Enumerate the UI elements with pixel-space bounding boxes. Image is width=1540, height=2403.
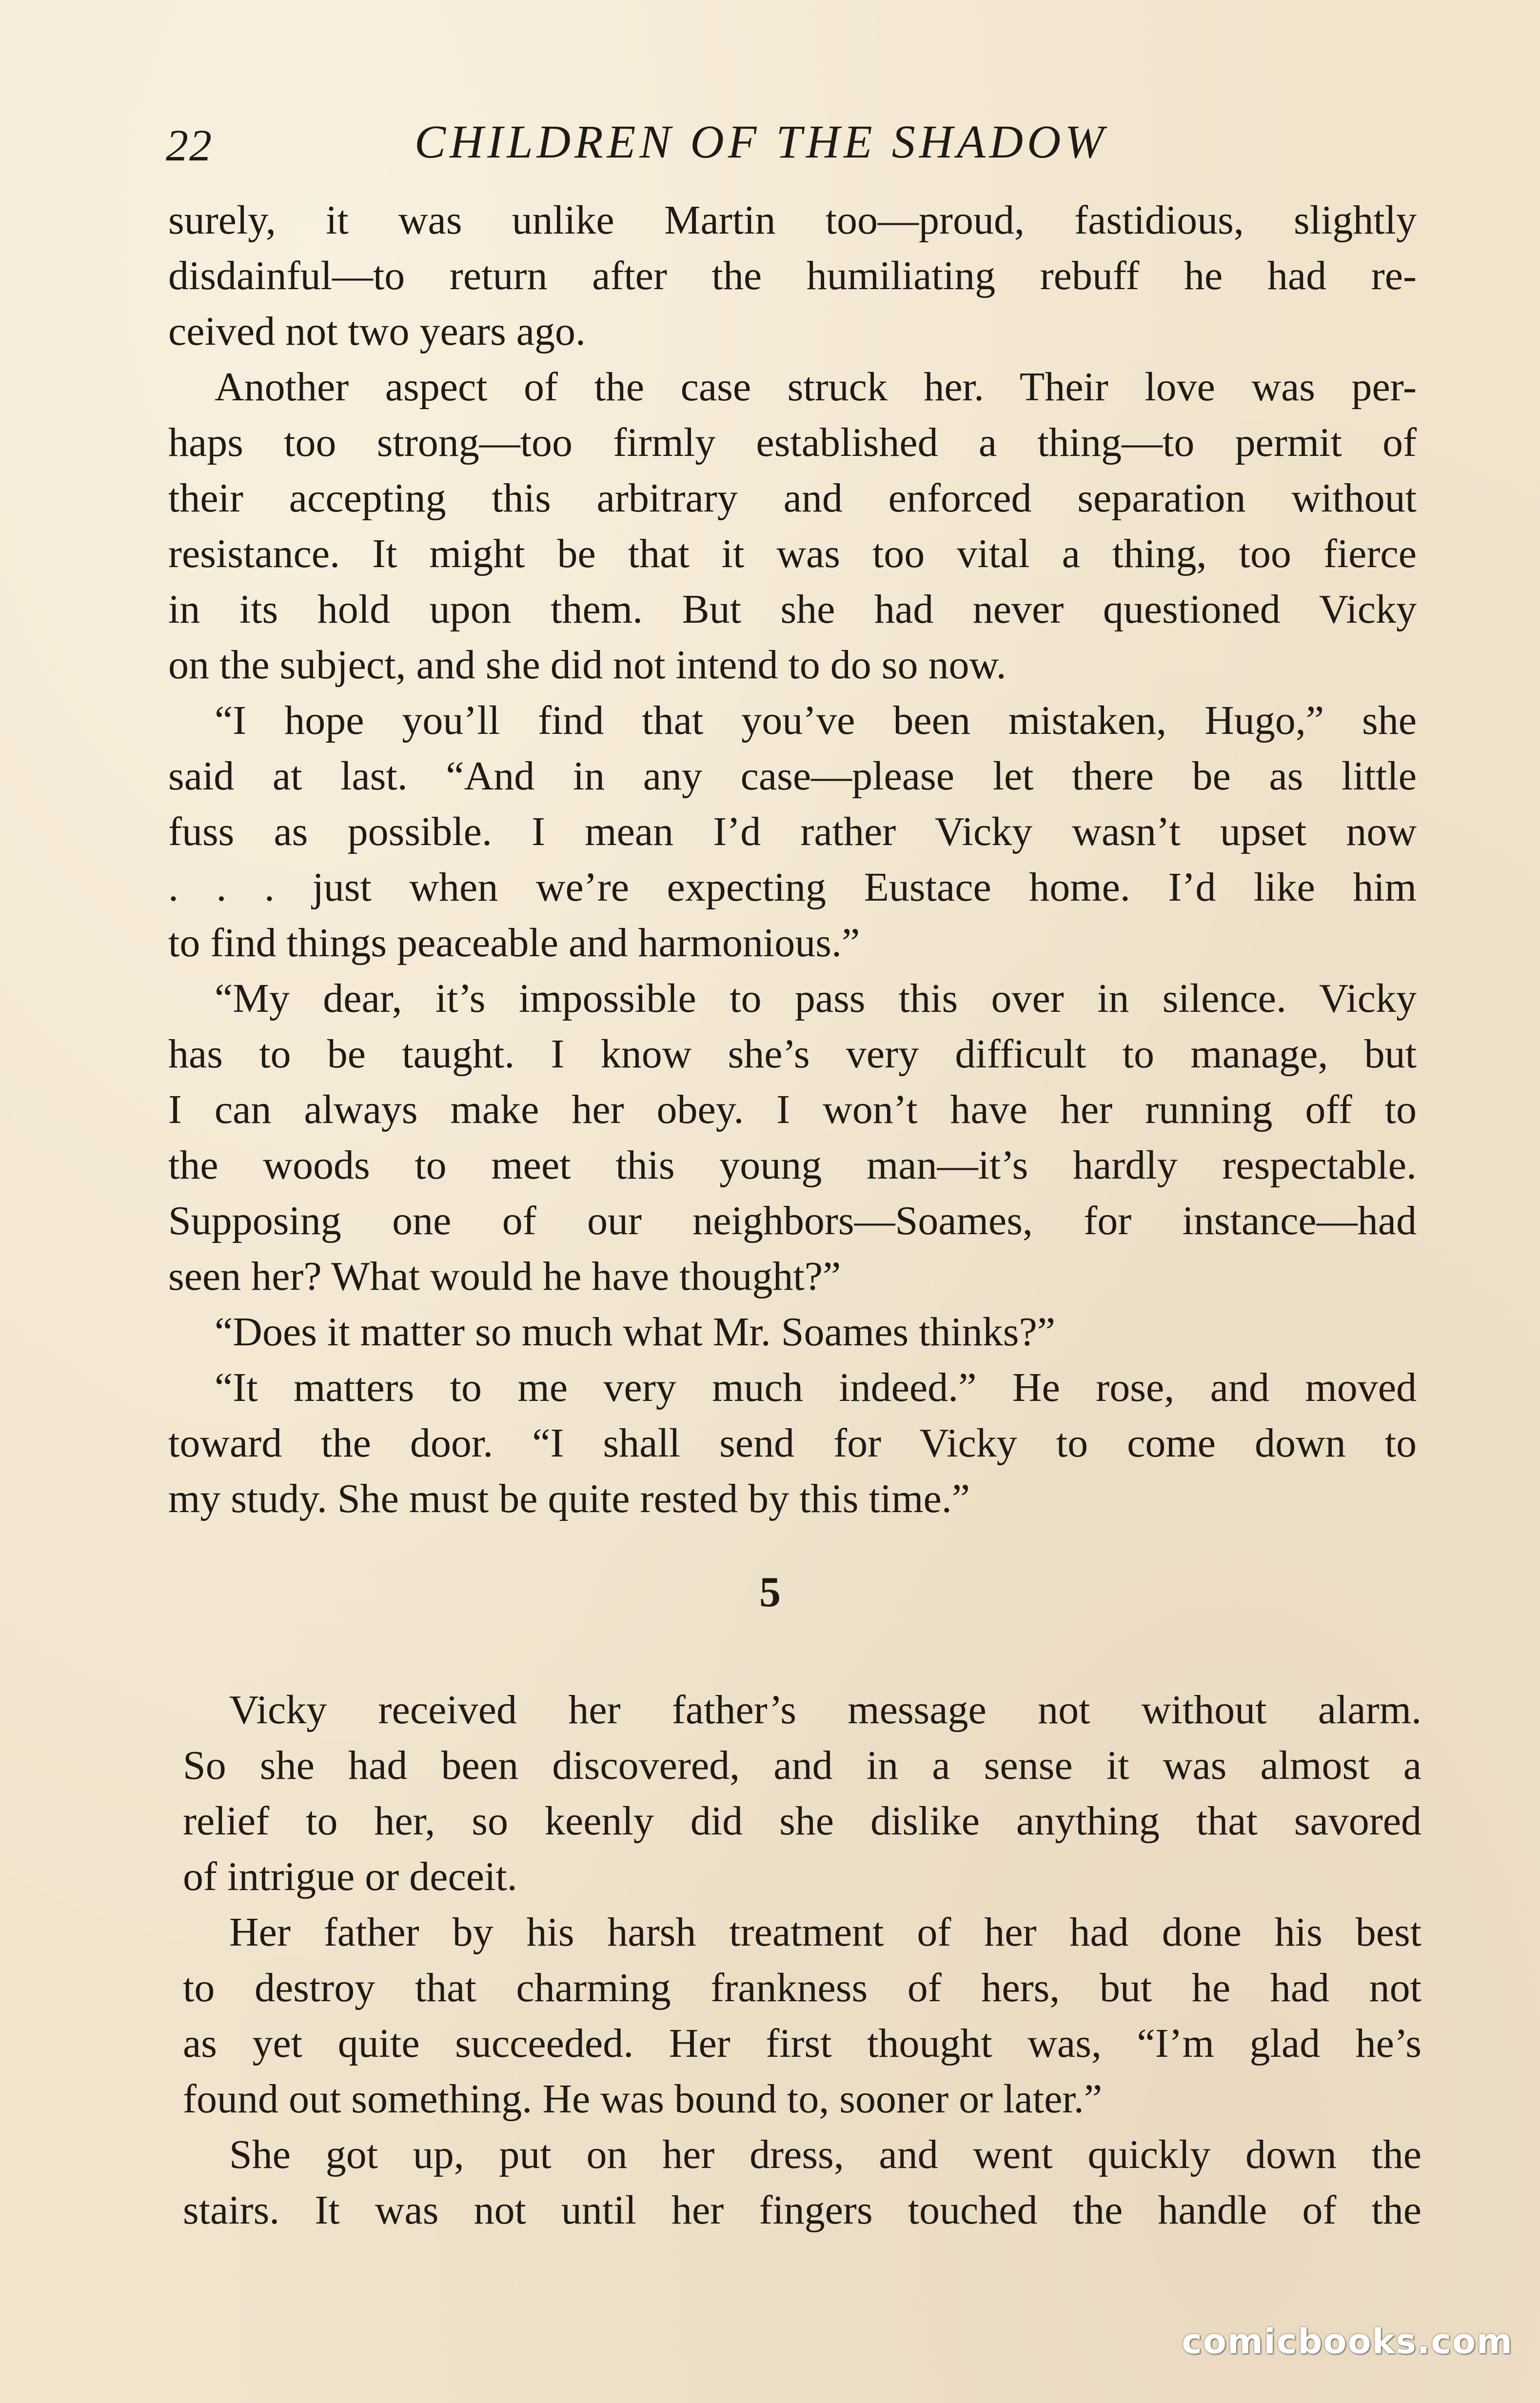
- text-line: my study. She must be quite rested by this time.”: [168, 1476, 970, 1521]
- text-line: seen her? What would he have thought?”: [168, 1254, 841, 1299]
- text-line: has to be taught. I know she’s very difficult to manage, but: [168, 1031, 1417, 1077]
- page-header: [166, 105, 1414, 178]
- body-text-section-5: [183, 1682, 1422, 2238]
- text-line: haps too strong—too firmly established a thing—to permit of: [168, 420, 1417, 465]
- text-line: “Does it matter so much what Mr. Soames thinks?”: [215, 1309, 1056, 1355]
- text-line: as yet quite succeeded. Her first thought was, “I’m glad he’s: [183, 2021, 1422, 2066]
- text-line: disdainful—to return after the humiliating rebuff he had re-: [168, 253, 1417, 298]
- text-line: on the subject, and she did not intend to do so now.: [168, 642, 1007, 688]
- text-line: . . . just when we’re expecting Eustace home. I’d like him: [168, 865, 1417, 910]
- text-line: stairs. It was not until her fingers touched the handle of the: [183, 2187, 1422, 2233]
- page-number: 22: [166, 120, 213, 170]
- text-line: Her father by his harsh treatment of her had done his best: [229, 1910, 1422, 1955]
- text-line: “It matters to me very much indeed.” He rose, and moved: [215, 1365, 1417, 1410]
- text-line: found out something. He was bound to, sooner or later.”: [183, 2076, 1102, 2122]
- text-line: toward the door. “I shall send for Vicky to come down to: [168, 1420, 1417, 1466]
- text-line: ceived not two years ago.: [168, 309, 586, 354]
- text-line: to find things peaceable and harmonious.”: [168, 920, 860, 965]
- text-line: I can always make her obey. I won’t have her running off to: [168, 1087, 1417, 1132]
- text-line: surely, it was unlike Martin too—proud, fastidious, slightly: [168, 197, 1417, 243]
- text-line: of intrigue or deceit.: [183, 1854, 517, 1899]
- text-line: relief to her, so keenly did she dislike anything that savored: [183, 1798, 1422, 1844]
- text-line: the woods to meet this young man—it’s hardly respectable.: [168, 1142, 1417, 1188]
- text-line: fuss as possible. I mean I’d rather Vicky wasn’t upset now: [168, 809, 1417, 854]
- text-line: their accepting this arbitrary and enforced separation without: [168, 475, 1417, 521]
- body-text-before-section: [168, 193, 1417, 1527]
- text-line: Vicky received her father’s message not without alarm.: [229, 1687, 1422, 1733]
- text-line: in its hold upon them. But she had never questioned Vicky: [168, 587, 1417, 632]
- text-line: Supposing one of our neighbors—Soames, for instance—had: [168, 1198, 1417, 1243]
- text-line: So she had been discovered, and in a sense it was almost a: [183, 1743, 1422, 1788]
- running-head: CHILDREN OF THE SHADOW: [415, 116, 1108, 168]
- text-line: “My dear, it’s impossible to pass this over in silence. Vicky: [215, 976, 1417, 1021]
- text-line: She got up, put on her dress, and went quickly down the: [229, 2132, 1422, 2177]
- text-line: resistance. It might be that it was too vital a thing, too fierce: [168, 531, 1417, 576]
- text-line: to destroy that charming frankness of hers, but he had not: [183, 1965, 1422, 2010]
- watermark-logo: comicbooks.com: [1182, 2322, 1513, 2362]
- text-line: Another aspect of the case struck her. Their love was per-: [215, 364, 1417, 410]
- section-number: 5: [759, 1569, 781, 1616]
- text-line: “I hope you’ll find that you’ve been mistaken, Hugo,” she: [215, 698, 1417, 743]
- text-line: said at last. “And in any case—please let there be as little: [168, 753, 1417, 799]
